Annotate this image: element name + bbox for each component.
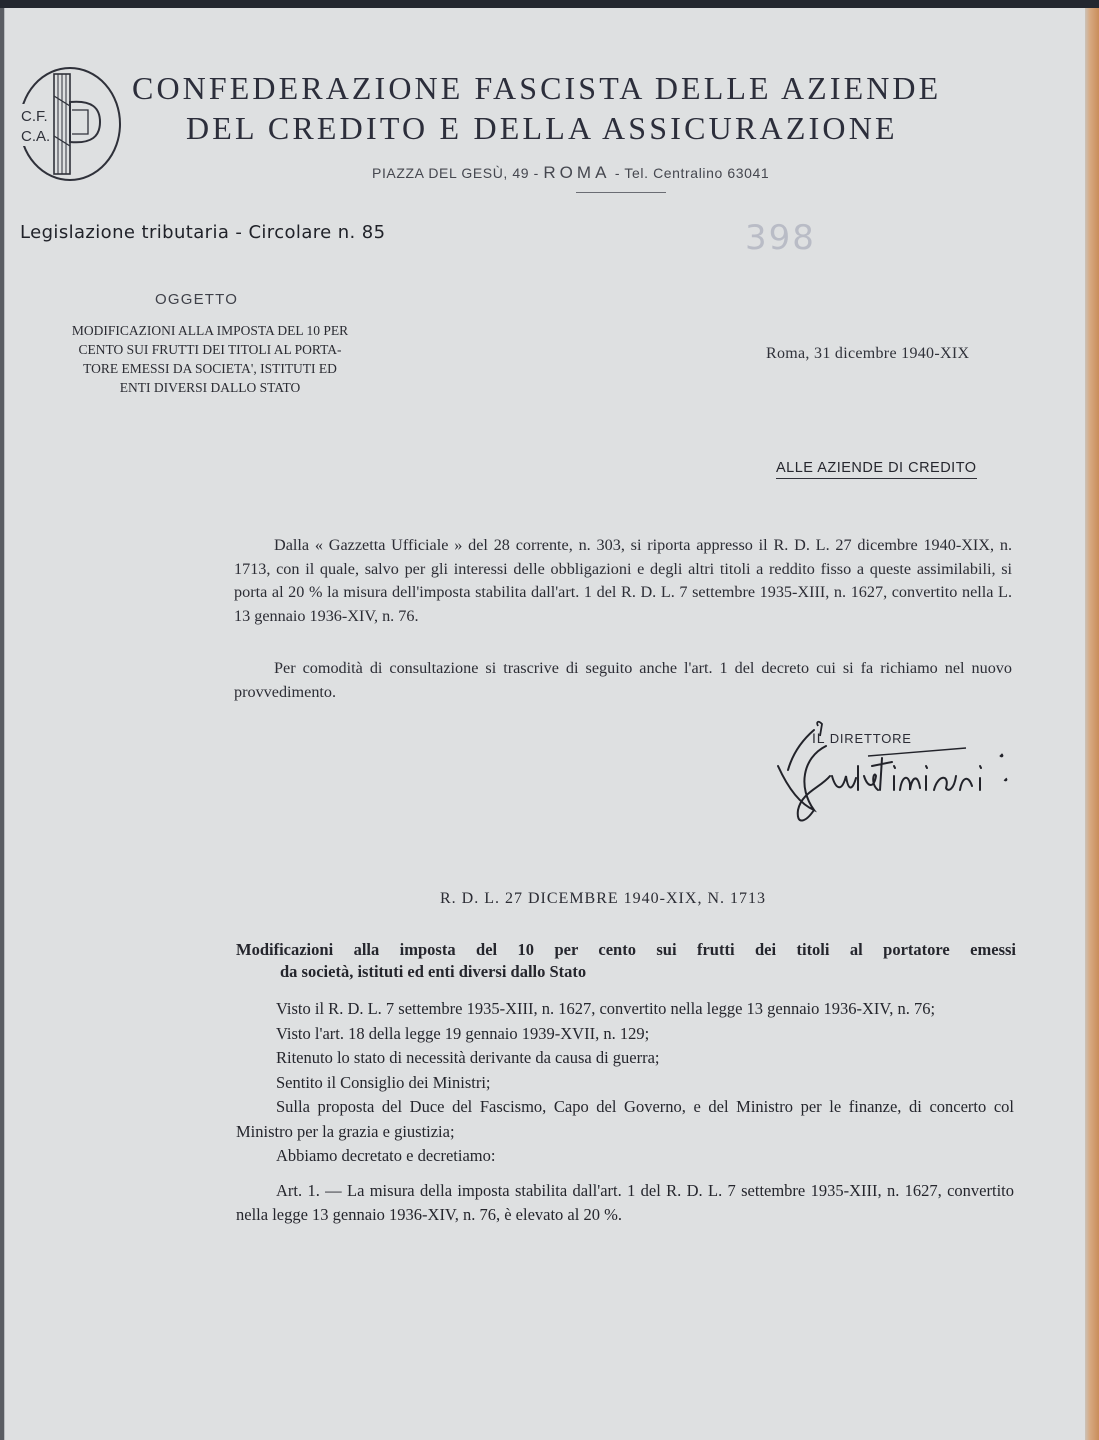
cfca-emblem-logo: [18, 66, 122, 182]
decree-title: [236, 939, 1016, 983]
letterhead-divider: [576, 192, 666, 193]
scan-right-edge: [1084, 8, 1099, 1440]
subject-text: [20, 321, 400, 397]
decree-clause: Visto l'art. 18 della legge 19 gennaio 1939-XVII, n. 129;: [276, 1023, 650, 1043]
recipient-line: ALLE AZIENDE DI CREDITO: [776, 460, 977, 479]
signatory-role: DIRETTORE: [829, 731, 912, 746]
subject-line: TORE EMESSI DA SOCIETA', ISTITUTI ED: [83, 361, 337, 376]
address-phone: - Tel. Centralino 63041: [610, 165, 770, 181]
decree-title-line: Modificazioni alla imposta del 10 per cento sui frutti dei titoli al portatore emessi: [236, 940, 1016, 959]
decree-article-1: Art. 1. — La misura della imposta stabilita dall'art. 1 del R. D. L. 7 settembre 1935-XIII, n. 1627, convertito nella legge 13 gennaio 1936-XIV, n. 76, è elevato al 20 %.: [236, 1180, 1014, 1224]
paragraph-text: Per comodità di consultazione si trascrive di seguito anche l'art. 1 del decreto cui si fa richiamo nel nuovo provvedimento.: [234, 659, 1012, 701]
paragraph-text: Dalla « Gazzetta Ufficiale » del 28 corrente, n. 303, si riporta appresso il R. D. L. 27 dicembre 1940-XIX, n. 1713, con il quale, salvo per gli interessi delle obbligazioni e degli altri titoli a reddito fisso a queste assimilabili, si porta al 20 % la misura dell'imposta stabilita dall'art. 1 del R. D. L. 7 settembre 1935-XIII, n. 1627, convertito nella L. 13 gennaio 1936-XIV, n. 76.: [234, 536, 1012, 625]
decree-clause: Sulla proposta del Duce del Fascismo, Capo del Governo, e del Ministro per le finanze, di concerto col Ministro per la grazia e giustizia;: [236, 1097, 1014, 1141]
decree-clause: Sentito il Consiglio dei Ministri;: [276, 1072, 491, 1092]
organization-name-line-2: DEL CREDITO E DELLA ASSICURAZIONE: [186, 110, 898, 146]
organization-name-line-1: CONFEDERAZIONE FASCISTA DELLE AZIENDE: [132, 70, 942, 106]
decree-clause: Ritenuto lo stato di necessità derivante da causa di guerra;: [276, 1048, 660, 1067]
subject-label: OGGETTO: [155, 291, 239, 308]
logo-text-cf: C.F.: [21, 108, 48, 125]
decree-clause: Abbiamo decretato e decretiamo:: [276, 1146, 496, 1165]
body-paragraph-2: [234, 657, 1012, 704]
decree-heading: R. D. L. 27 DICEMBRE 1940-XIX, N. 1713: [440, 890, 766, 907]
scan-top-edge: [0, 0, 1099, 8]
letter-date: Roma, 31 dicembre 1940-XIX: [766, 345, 970, 362]
body-paragraph-1: [234, 534, 1012, 628]
circular-reference: Legislazione tributaria - Circolare n. 85: [20, 222, 386, 243]
logo-text-ca: C.A.: [21, 128, 51, 145]
signatory-article: IL: [812, 730, 826, 746]
letterhead-address: [372, 163, 769, 183]
subject-line: MODIFICAZIONI ALLA IMPOSTA DEL 10 PER: [71, 323, 349, 338]
subject-line: ENTI DIVERSI DALLO STATO: [119, 380, 301, 395]
address-street: PIAZZA DEL GESÙ, 49 -: [372, 165, 544, 181]
stamped-page-number: 398: [745, 218, 816, 258]
decree-title-line: da società, istituti ed enti diversi dallo Stato: [280, 962, 587, 981]
decree-body: [236, 997, 1014, 1228]
subject-line: CENTO SUI FRUTTI DEI TITOLI AL PORTA-: [78, 342, 342, 357]
decree-clause: Visto il R. D. L. 7 settembre 1935-XIII, n. 1627, convertito nella legge 13 gennaio 1936-XIV, n. 76;: [276, 999, 936, 1018]
handwritten-signature: [758, 718, 1020, 830]
address-city: ROMA: [543, 163, 611, 182]
